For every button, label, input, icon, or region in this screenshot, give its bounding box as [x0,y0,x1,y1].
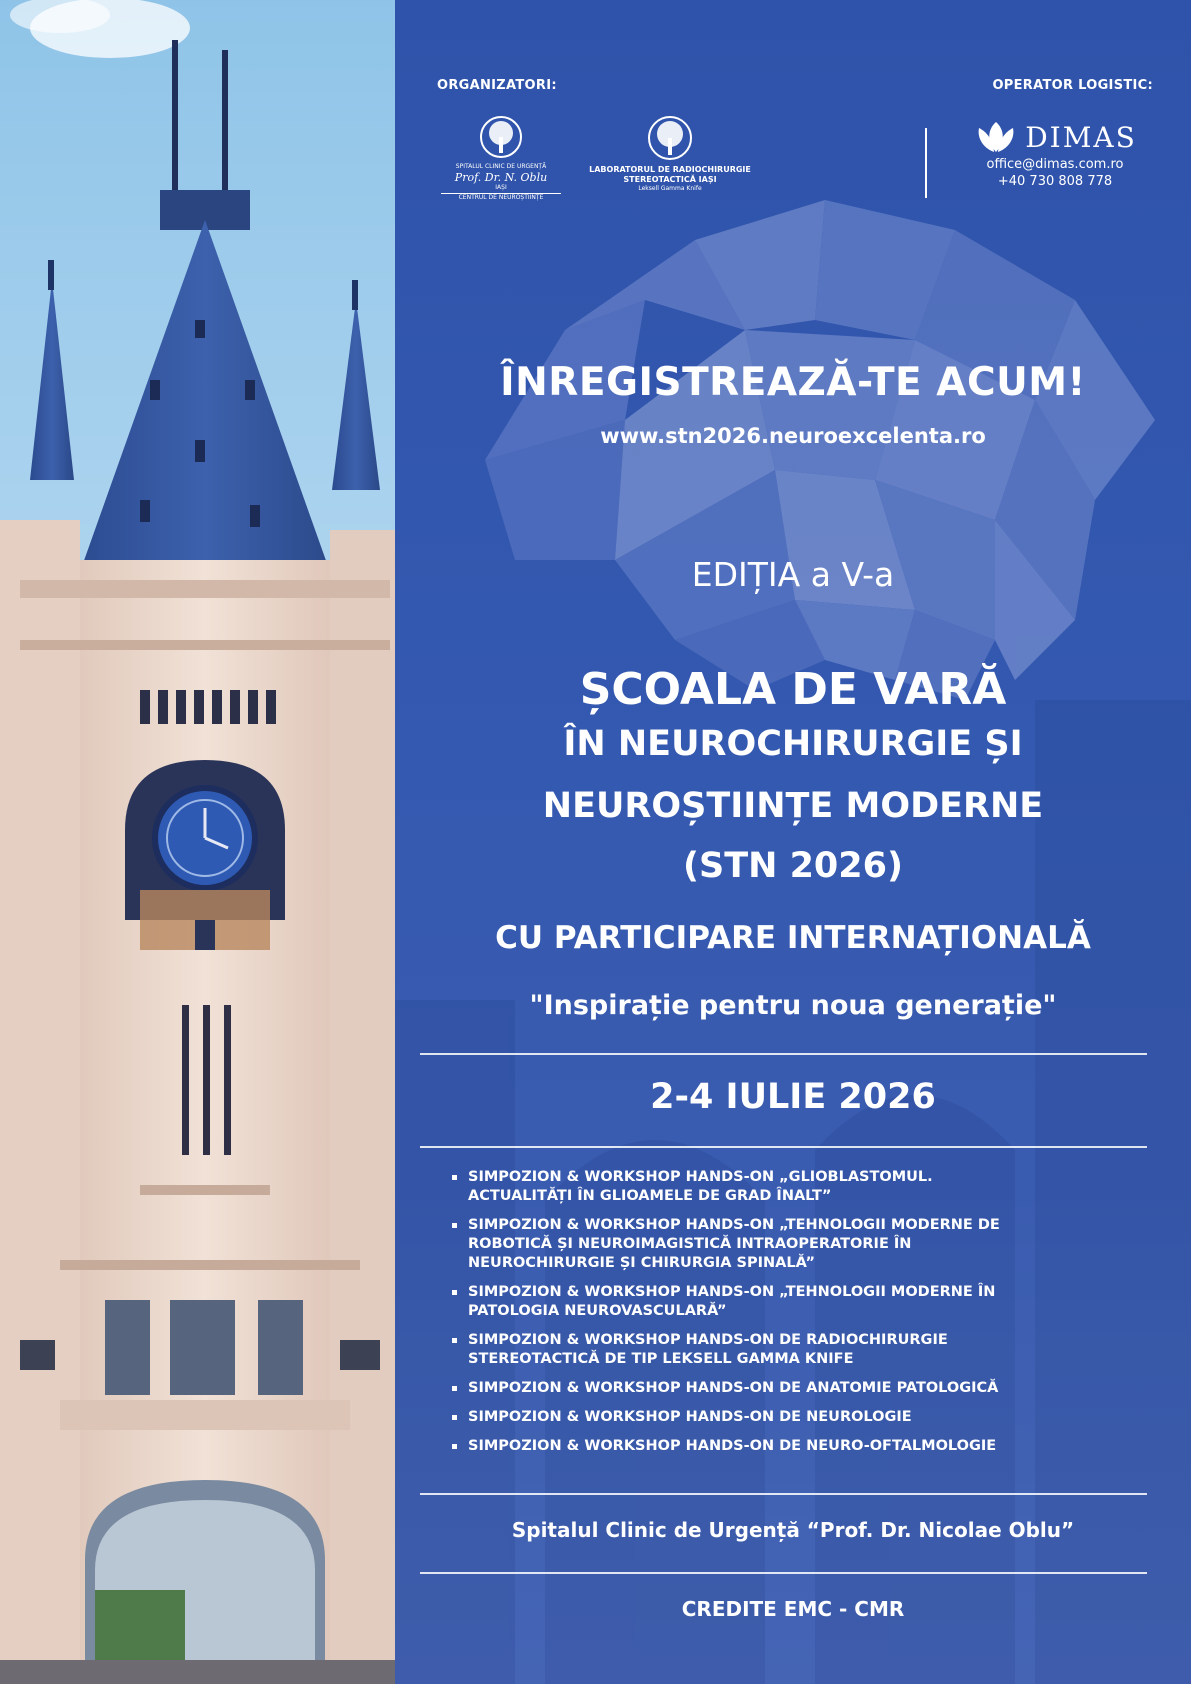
hospital-logo-signature: Prof. Dr. N. Oblu [454,171,548,184]
school-subtitle-line2: NEUROȘTIINȚE MODERNE [542,786,1044,826]
program-item-line: ACTUALITĂȚI ÎN GLIOAMELE DE GRAD ÎNALT” [468,1188,832,1204]
program-item [450,1437,1140,1456]
dimas-phone[interactable]: +40 730 808 778 [997,174,1113,189]
lotus-icon [973,120,1019,154]
program-item [450,1408,1140,1427]
program-item-line: SIMPOZION & WORKSHOP HANDS-ON DE NEUROLOGIE [468,1409,912,1425]
event-program-list [450,1168,1140,1466]
palace-tower-illustration [0,0,395,1684]
event-dates: 2-4 IULIE 2026 [650,1077,936,1117]
divider-bottom [420,1493,1147,1495]
program-item [450,1168,1140,1206]
hospital-logo [437,115,565,202]
venue-hospital: Spitalul Clinic de Urgență “Prof. Dr. Nicolae Oblu” [511,1518,1075,1542]
program-item-line: SIMPOZION & WORKSHOP HANDS-ON „GLIOBLASTOMUL. [468,1169,933,1185]
hospital-logo-line4: CENTRUL DE NEUROȘTIINȚE [441,193,561,202]
program-item-line: ROBOTICĂ ȘI NEUROIMAGISTICĂ INTRAOPERATORIE ÎN [468,1236,912,1252]
program-item [450,1379,1140,1398]
edition-label: EDIȚIA a V-a [691,555,895,594]
school-subtitle-line1: ÎN NEUROCHIRURGIE ȘI [563,724,1023,764]
logistics-label: OPERATOR LOGISTIC: [992,78,1153,93]
cme-credits: CREDITE EMC - CMR [681,1597,905,1621]
program-item [450,1331,1140,1369]
school-acronym: (STN 2026) [683,846,903,886]
dimas-logo [950,120,1160,190]
tree-emblem-icon [437,115,565,159]
program-item [450,1283,1140,1321]
lab-logo-line3: Leksell Gamma Knife [638,185,702,192]
register-now-heading: ÎNREGISTREAZĂ-TE ACUM! [500,360,1086,405]
event-info-panel [395,0,1191,1684]
lab-logo-line2: STEREOTACTICĂ IAȘI [623,175,717,184]
divider-middle [420,1146,1147,1148]
international-participation: CU PARTICIPARE INTERNAȚIONALĂ [495,920,1091,956]
program-item-line: SIMPOZION & WORKSHOP HANDS-ON „TEHNOLOGII MODERNE DE [468,1217,1000,1233]
event-motto: "Inspirație pentru noua generație" [529,990,1057,1021]
lab-logo-line1: LABORATORUL DE RADIOCHIRURGIE [589,165,751,174]
tree-emblem-icon [575,115,765,161]
event-website-link[interactable]: www.stn2026.neuroexcelenta.ro [600,424,986,448]
program-item-line: SIMPOZION & WORKSHOP HANDS-ON DE ANATOMIE PATOLOGICĂ [468,1380,999,1396]
dimas-name: DIMAS [1025,120,1137,154]
program-item [450,1216,1140,1273]
school-title: ȘCOALA DE VARĂ [579,664,1007,715]
palace-tower-photo [0,0,395,1684]
program-item-line: SIMPOZION & WORKSHOP HANDS-ON DE NEURO-OFTALMOLOGIE [468,1438,997,1454]
program-item-line: SIMPOZION & WORKSHOP HANDS-ON DE RADIOCHIRURGIE [468,1332,948,1348]
divider-top [420,1053,1147,1055]
program-item-line: PATOLOGIA NEUROVASCULARĂ” [468,1303,727,1319]
dimas-email[interactable]: office@dimas.com.ro [986,157,1124,172]
lab-logo [575,115,765,193]
program-item-line: NEUROCHIRURGIE ȘI CHIRURGIA SPINALĂ” [468,1255,816,1271]
divider-footer [420,1572,1147,1574]
hospital-logo-line3: IAȘI [495,184,507,191]
header-divider [925,128,927,198]
program-item-line: STEREOTACTICĂ DE TIP LEKSELL GAMMA KNIFE [468,1351,854,1367]
organizers-label: ORGANIZATORI: [437,78,557,93]
program-item-line: SIMPOZION & WORKSHOP HANDS-ON „TEHNOLOGII MODERNE ÎN [468,1284,996,1300]
hospital-logo-line1: SPITALUL CLINIC DE URGENȚĂ [455,163,547,170]
